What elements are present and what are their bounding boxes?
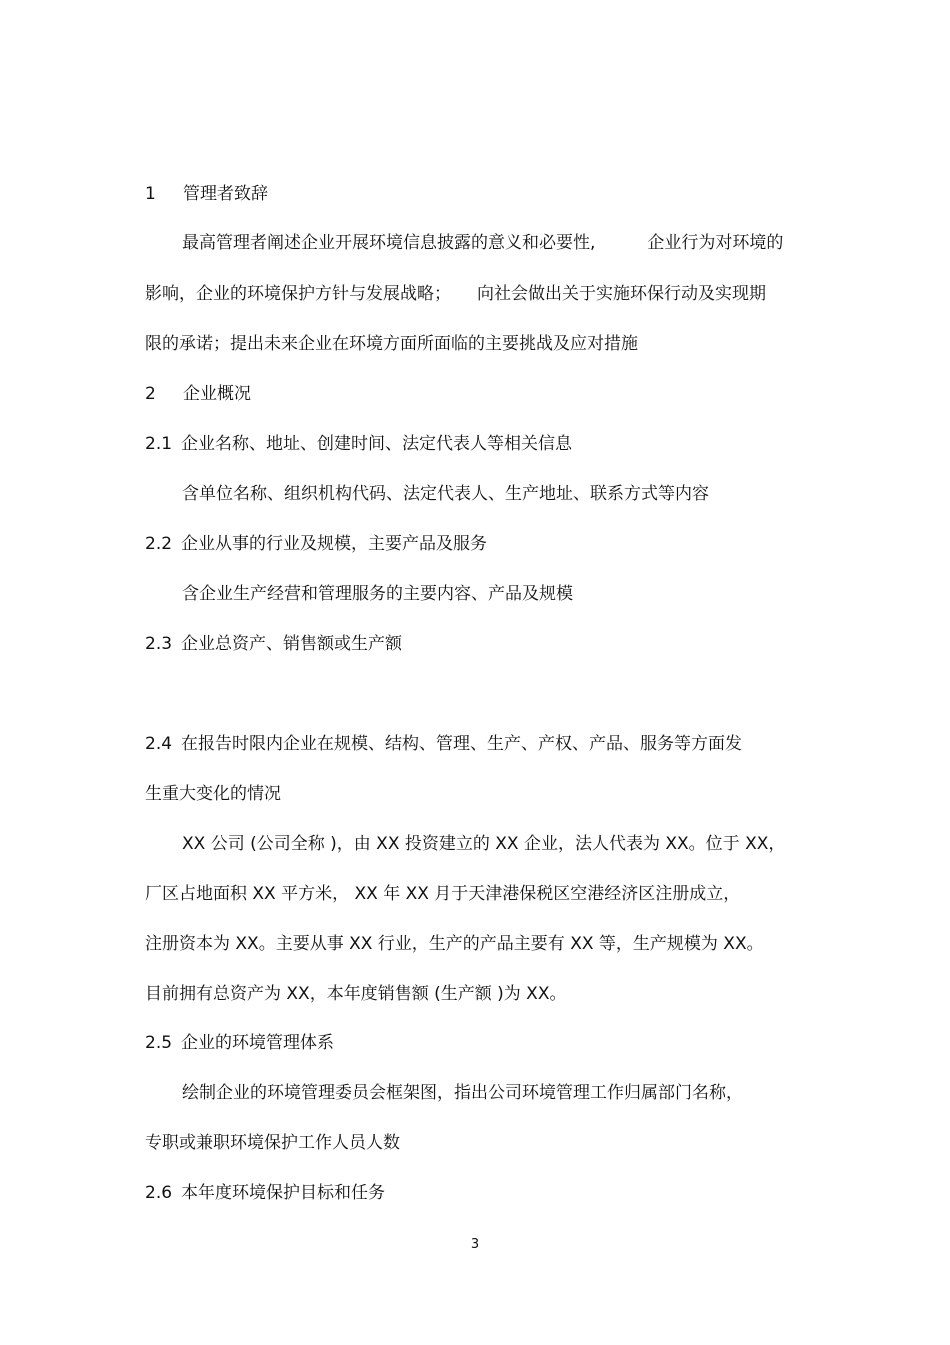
paragraph-line (145, 282, 766, 306)
heading-title: 企业从事的行业及规模，主要产品及服务 (181, 534, 487, 554)
heading-2-2 (145, 532, 487, 556)
heading-title: 本年度环境保护目标和任务 (181, 1183, 385, 1203)
paragraph-line: 厂区占地面积 XX 平方米， XX 年 XX 月于天津港保税区空港经济区注册成立， (145, 884, 741, 904)
heading-2 (145, 382, 251, 406)
heading-2-1 (145, 432, 572, 456)
heading-2-6 (145, 1181, 385, 1205)
heading-number: 2.4 (145, 734, 173, 754)
paragraph-line: 含单位名称、组织机构代码、法定代表人、生产地址、联系方式等内容 (182, 484, 709, 504)
text-span: 影响，企业的环境保护方针与发展战略； (145, 284, 451, 304)
paragraph-line: 含企业生产经营和管理服务的主要内容、产品及规模 (182, 584, 573, 604)
heading-2-4 (145, 732, 742, 756)
paragraph-line (182, 231, 783, 255)
heading-title: 企业名称、地址、创建时间、法定代表人等相关信息 (181, 434, 572, 454)
heading-continuation: 生重大变化的情况 (145, 784, 281, 804)
heading-title: 在报告时限内企业在规模、结构、管理、生产、产权、产品、服务等方面发 (181, 734, 742, 754)
heading-number: 2 (145, 384, 156, 404)
heading-title: 企业的环境管理体系 (181, 1033, 334, 1053)
heading-title: 企业总资产、销售额或生产额 (181, 634, 402, 654)
heading-title: 企业概况 (183, 384, 251, 404)
heading-number: 2.1 (145, 434, 173, 454)
heading-1 (145, 182, 268, 206)
text-span: 企业行为对环境的 (647, 233, 784, 253)
paragraph-line: 目前拥有总资产为 XX，本年度销售额 (生产额 )为 XX。 (145, 984, 567, 1004)
heading-number: 2.3 (145, 634, 173, 654)
paragraph-line: 限的承诺；提出未来企业在环境方面所面临的主要挑战及应对措施 (145, 334, 638, 354)
heading-number: 2.2 (145, 534, 173, 554)
paragraph-line: 绘制企业的环境管理委员会框架图，指出公司环境管理工作归属部门名称， (182, 1083, 743, 1103)
paragraph-line: 专职或兼职环境保护工作人员人数 (145, 1133, 400, 1153)
heading-title: 管理者致辞 (183, 184, 268, 204)
heading-number: 2.5 (145, 1033, 173, 1053)
page-number: 3 (470, 1237, 480, 1252)
paragraph-line: XX 公司 (公司全称 )，由 XX 投资建立的 XX 企业，法人代表为 XX。位于 XX， (182, 834, 786, 854)
text-span: 最高管理者阐述企业开展环境信息披露的意义和必要性, (182, 233, 596, 253)
heading-2-5 (145, 1031, 334, 1055)
heading-number: 1 (145, 184, 156, 204)
text-span: 向社会做出关于实施环保行动及实现期 (477, 284, 766, 304)
heading-2-3 (145, 632, 402, 656)
heading-number: 2.6 (145, 1183, 173, 1203)
paragraph-line: 注册资本为 XX。主要从事 XX 行业，生产的产品主要有 XX 等，生产规模为 XX。 (145, 934, 764, 954)
